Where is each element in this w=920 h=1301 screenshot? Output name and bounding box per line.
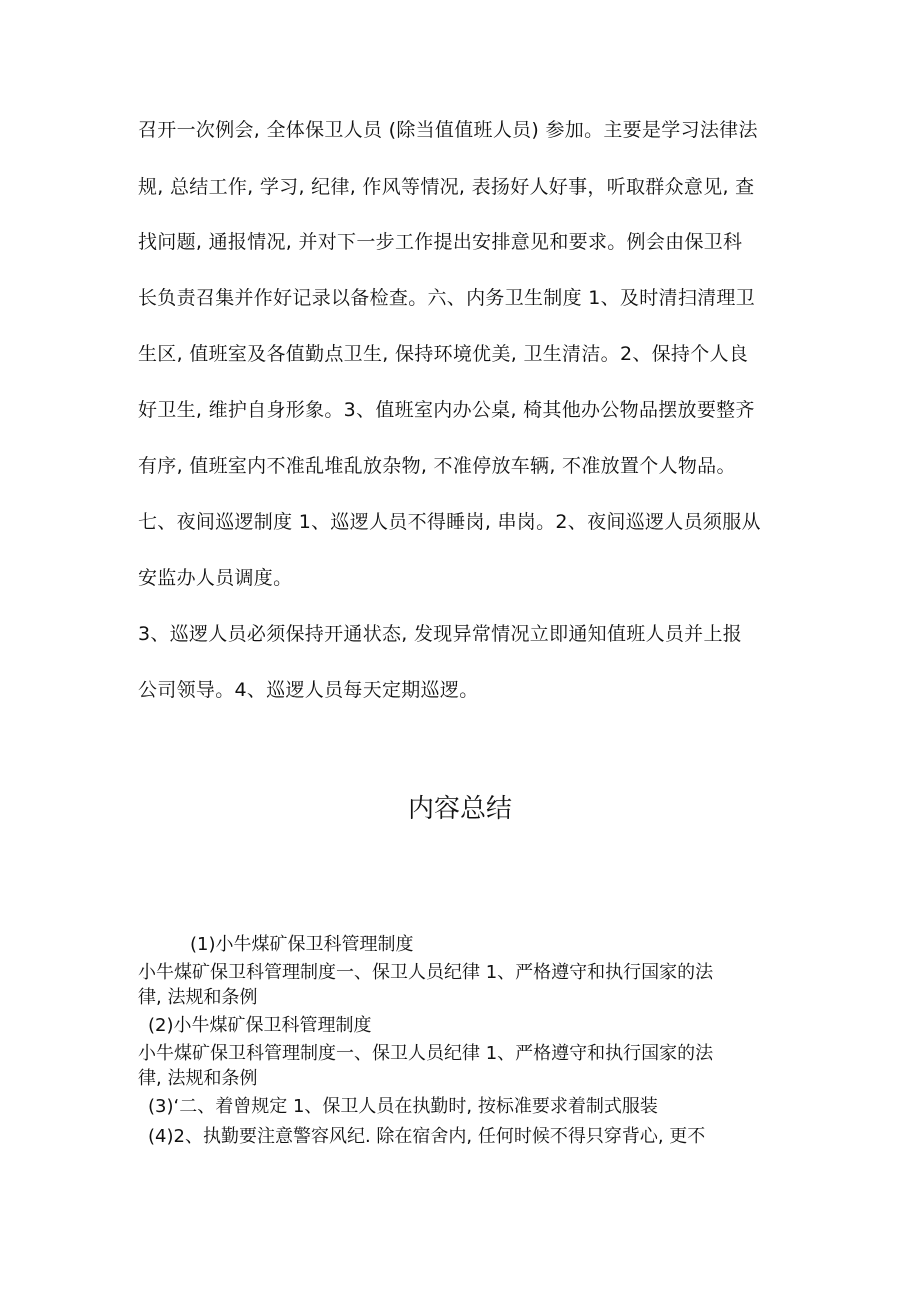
summary-item-text: 小牛煤矿保卫科管理制度一、保卫人员纪律 1、严格遵守和执行国家的法	[138, 962, 714, 983]
summary-item-text: 律, 法规和条例	[138, 987, 258, 1008]
summary-item-text: 小牛煤矿保卫科管理制度一、保卫人员纪律 1、严格遵守和执行国家的法	[138, 1043, 714, 1064]
summary-title: 内容总结	[407, 794, 512, 824]
body-line: 有序, 值班室内不准乱堆乱放杂物, 不准停放车辆, 不准放置个人物品。	[138, 455, 736, 477]
body-line: 好卫生, 维护自身形象。3、值班室内办公桌, 椅其他办公物品摆放要整齐	[138, 399, 755, 421]
body-line: 长负责召集并作好记录以备检查。六、内务卫生制度 1、及时清扫清理卫	[138, 287, 756, 309]
body-line: 找问题, 通报情况, 并对下一步工作提出安排意见和要求。例会由保卫科	[138, 231, 743, 253]
body-line: 七、夜间巡逻制度 1、巡逻人员不得睡岗, 串岗。2、夜间巡逻人员须服从	[138, 511, 761, 533]
summary-item-text: 律, 法规和条例	[138, 1068, 258, 1089]
body-line: 公司领导。4、巡逻人员每天定期巡逻。	[138, 679, 479, 701]
body-line: 3、巡逻人员必须保持开通状态, 发现异常情况立即通知值班人员并上报	[138, 623, 743, 645]
body-line: 生区, 值班室及各值勤点卫生, 保持环境优美, 卫生清洁。2、保持个人良	[138, 343, 749, 365]
summary-item-heading: (2)小牛煤矿保卫科管理制度	[148, 1015, 372, 1036]
body-line: 安监办人员调度。	[138, 567, 293, 589]
summary-item-heading: (4)2、执勤要注意警容风纪. 除在宿舍内, 任何时候不得只穿背心, 更不	[148, 1126, 706, 1147]
body-line: 规, 总结工作, 学习, 纪律, 作风等情况, 表扬好人好事，听取群众意见, 查	[138, 176, 755, 198]
body-line: 召开一次例会, 全体保卫人员 (除当值值班人员) 参加。主要是学习法律法	[138, 119, 758, 141]
summary-item-heading: (3)‘二、着曾规定 1、保卫人员在执勤时, 按标准要求着制式服装	[148, 1096, 658, 1117]
summary-item-heading: (1)小牛煤矿保卫科管理制度	[190, 934, 414, 955]
